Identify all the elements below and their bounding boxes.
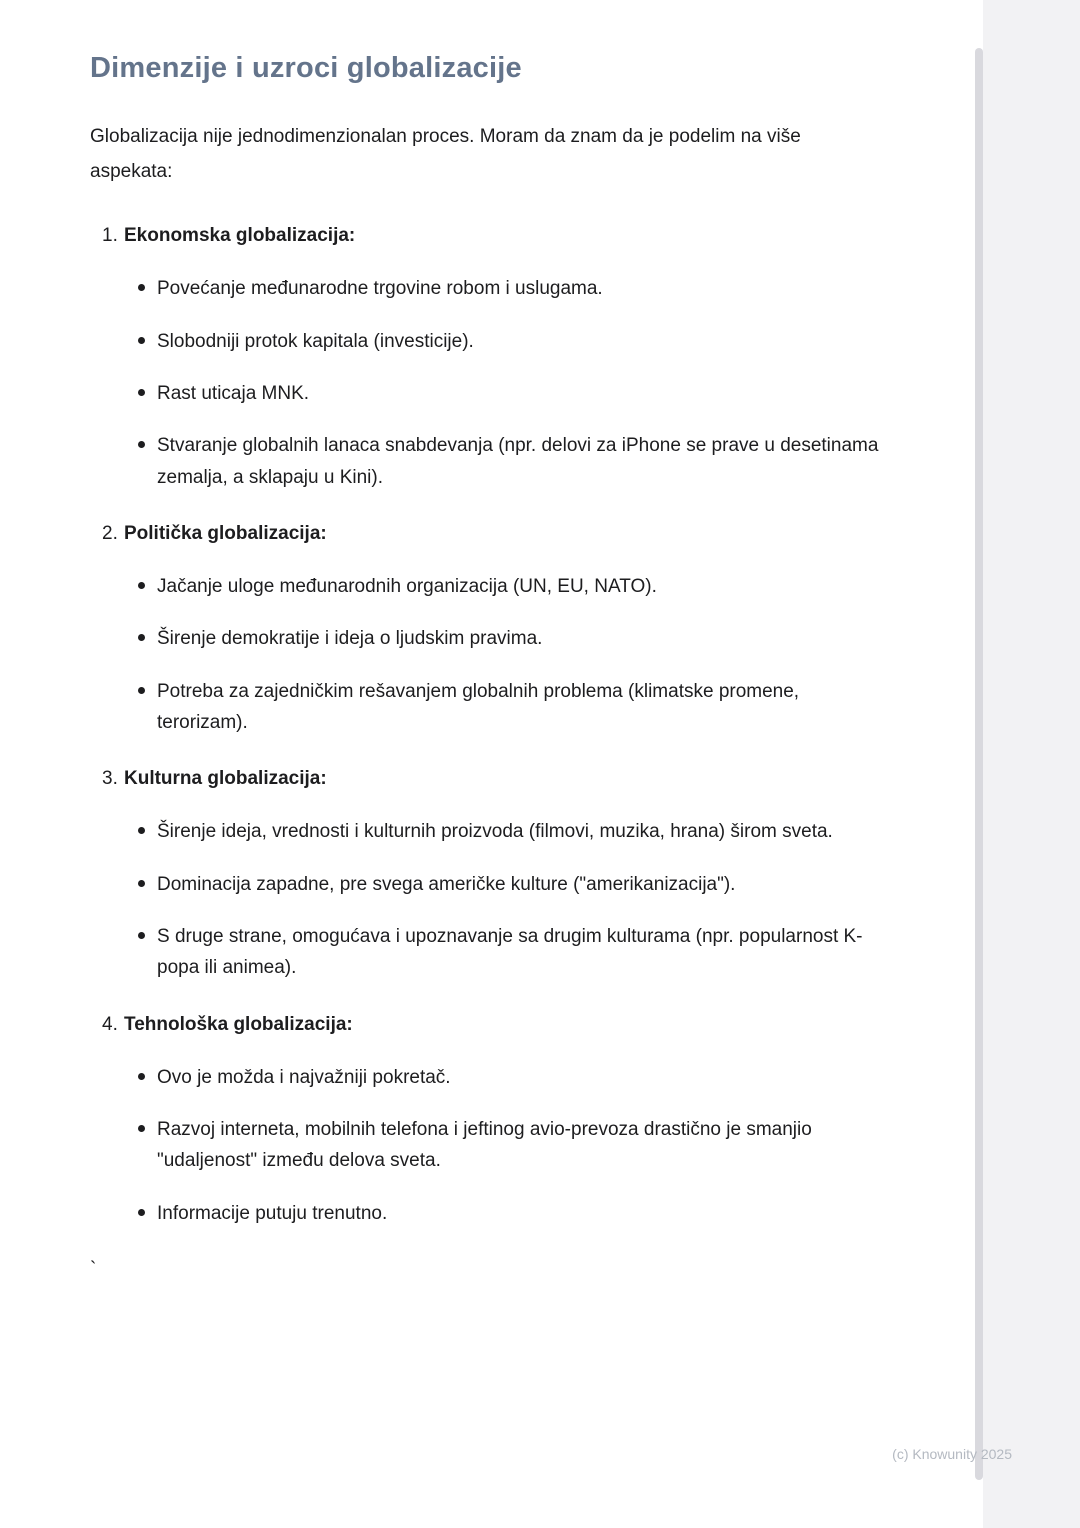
bullet-item: Povećanje međunarodne trgovine robom i uslugama. — [102, 273, 892, 304]
bullet-list — [102, 816, 975, 983]
bullet-item: Informacije putuju trenutno. — [102, 1198, 892, 1229]
bullet-list — [102, 1062, 975, 1229]
bullet-list — [102, 571, 975, 738]
stray-backtick-char: ` — [90, 1259, 97, 1281]
section-heading — [102, 523, 975, 545]
section-number: 1. — [102, 225, 118, 247]
bullet-item: Rast uticaja MNK. — [102, 378, 892, 409]
page-title: Dimenzije i uzroci globalizacije — [90, 52, 522, 84]
section-title: Ekonomska globalizacija: — [124, 225, 356, 247]
sections-list — [90, 225, 975, 1229]
section-item — [102, 768, 975, 983]
section-title: Politička globalizacija: — [124, 523, 327, 544]
section-heading — [102, 768, 975, 790]
section-item — [102, 523, 975, 738]
bullet-item: Ovo je možda i najvažniji pokretač. — [102, 1062, 892, 1093]
watermark: (c) Knowunity 2025 — [892, 1446, 1012, 1462]
bullet-list — [102, 273, 975, 493]
bullet-item: Razvoj interneta, mobilnih telefona i jeftinog avio-prevoza drastično je smanjio "udaljenost" između delova sveta. — [102, 1114, 892, 1177]
bullet-item: Stvaranje globalnih lanaca snabdevanja (npr. delovi za iPhone se prave u desetinama zemalja, a sklapaju u Kini). — [102, 430, 892, 493]
intro-paragraph: Globalizacija nije jednodimenzionalan proces. Moram da znam da je podelim na više aspekata: — [90, 126, 801, 183]
scrollbar-thumb[interactable] — [975, 48, 983, 1480]
right-gutter — [983, 0, 1080, 1528]
bullet-item: Slobodniji protok kapitala (investicije). — [102, 326, 892, 357]
bullet-item: Jačanje uloge međunarodnih organizacija (UN, EU, NATO). — [102, 571, 892, 602]
section-item — [102, 225, 975, 493]
bullet-item: Širenje ideja, vrednosti i kulturnih proizvoda (filmovi, muzika, hrana) širom sveta. — [102, 816, 892, 847]
bullet-item: S druge strane, omogućava i upoznavanje sa drugim kulturama (npr. popularnost K-popa ili animea). — [102, 921, 892, 984]
section-heading — [102, 225, 975, 247]
section-title: Tehnološka globalizacija: — [124, 1013, 353, 1035]
section-number: 4. — [102, 1013, 118, 1035]
section-heading — [102, 1014, 975, 1036]
bullet-item: Dominacija zapadne, pre svega američke kulture ("amerikanizacija"). — [102, 869, 892, 900]
section-title: Kulturna globalizacija: — [124, 768, 327, 790]
bullet-item: Potreba za zajedničkim rešavanjem globalnih problema (klimatske promene, terorizam). — [102, 676, 892, 739]
bullet-item: Širenje demokratije i ideja o ljudskim pravima. — [102, 623, 892, 654]
section-number: 3. — [102, 768, 118, 790]
section-item — [102, 1014, 975, 1229]
section-number: 2. — [102, 523, 118, 544]
